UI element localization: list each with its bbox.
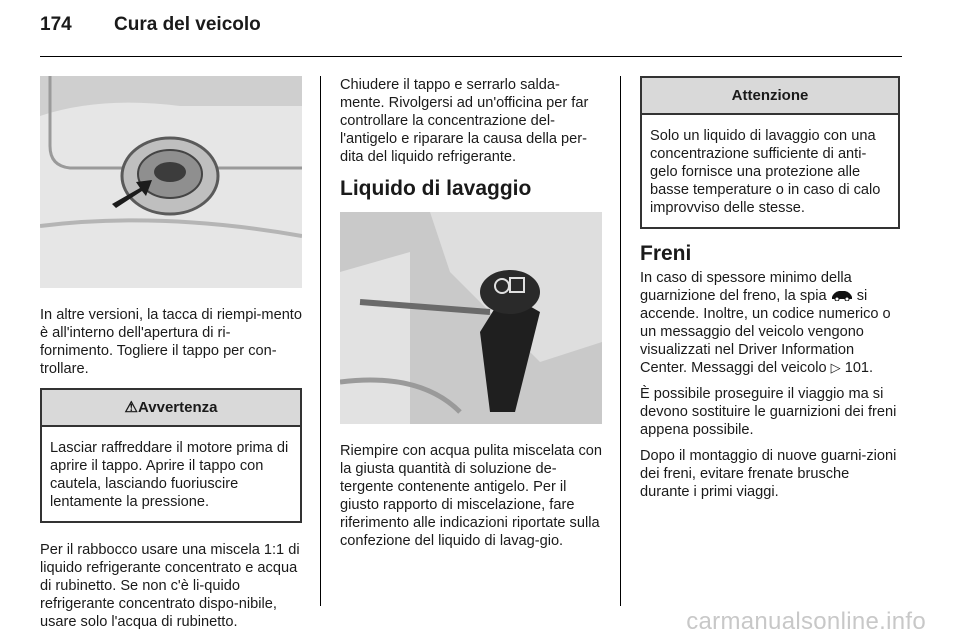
column-divider-2 <box>620 76 621 606</box>
page-reference: 101. <box>844 360 874 376</box>
coolant-paragraph-3: Chiudere il tappo e serrarlo salda-mente. Rivolgersi ad un'officina per far controllare la concentrazione del-l'antigelo e riparare la causa della per-dita del liquido refrigerante. <box>340 77 589 165</box>
brakes-paragraph-1-end: si accende. Inoltre, un codice numerico o un messaggio del veicolo vengono visualizzati nel Driver Information Center. Messaggi del veicolo <box>640 288 891 376</box>
column-3 <box>640 76 900 509</box>
washer-reservoir-illustration <box>340 212 602 424</box>
column-1 <box>40 76 302 639</box>
attention-title: Attenzione <box>642 78 898 115</box>
page-title: Cura del veicolo <box>114 14 261 35</box>
warning-box <box>40 388 302 523</box>
washer-reservoir-photo <box>340 212 602 424</box>
page-number: 174 <box>40 14 72 35</box>
column-divider-1 <box>320 76 321 606</box>
brakes-paragraph-1-start: In caso di spessore minimo della guarnizione del freno, la spia <box>640 270 852 304</box>
washer-fluid-heading: Liquido di lavaggio <box>340 177 532 200</box>
warning-triangle-icon: ⚠ <box>124 399 138 416</box>
brakes-heading: Freni <box>640 242 692 265</box>
warning-text: Lasciar raffreddare il motore prima di aprire il tappo. Aprire il tappo con cautela, lasciando fuoriuscire lentamente la pressione. <box>50 440 289 510</box>
coolant-paragraph-2: Per il rabbocco usare una miscela 1:1 di liquido refrigerante concentrato e acqua di rubinetto. Se non c'è li-quido refrigerante concentrato dispo-nibile, usare solo l'acqua di rubinetto. <box>40 542 300 630</box>
coolant-cap-photo <box>40 76 302 288</box>
brake-warning-lamp-icon <box>831 289 853 301</box>
page-header <box>40 14 261 36</box>
brakes-paragraph-1 <box>640 269 900 377</box>
watermark: carmanualsonline.info <box>686 608 926 635</box>
warning-header <box>42 390 300 427</box>
column-2 <box>340 76 602 558</box>
brakes-paragraph-2: È possibile proseguire il viaggio ma si devono sostituire le guarnizioni dei freni appena possibile. <box>640 386 897 438</box>
header-rule <box>40 56 902 57</box>
coolant-paragraph-1: In altre versioni, la tacca di riempi-mento è all'interno dell'apertura di ri-fornimento. Togliere il tappo per con-trollare. <box>40 307 302 377</box>
brakes-paragraph-3: Dopo il montaggio di nuove guarni-zioni dei freni, evitare frenate brusche durante i primi viaggi. <box>640 448 897 500</box>
attention-box <box>640 76 900 229</box>
attention-text: Solo un liquido di lavaggio con una concentrazione sufficiente di anti-gelo fornisce una protezione alle basse temperature o in caso di calo improvviso delle stesse. <box>650 128 881 216</box>
washer-paragraph: Riempire con acqua pulita miscelata con la giusta quantità di soluzione de-tergente contenente antigelo. Per il giusto rapporto di miscelazione, fare riferimento alle indicazioni riportate sulla confezione del liquido di lavag-gio. <box>340 443 603 549</box>
coolant-cap-illustration <box>40 76 302 288</box>
warning-title: Avvertenza <box>137 399 218 416</box>
page-reference-icon: ▷ <box>830 360 841 375</box>
